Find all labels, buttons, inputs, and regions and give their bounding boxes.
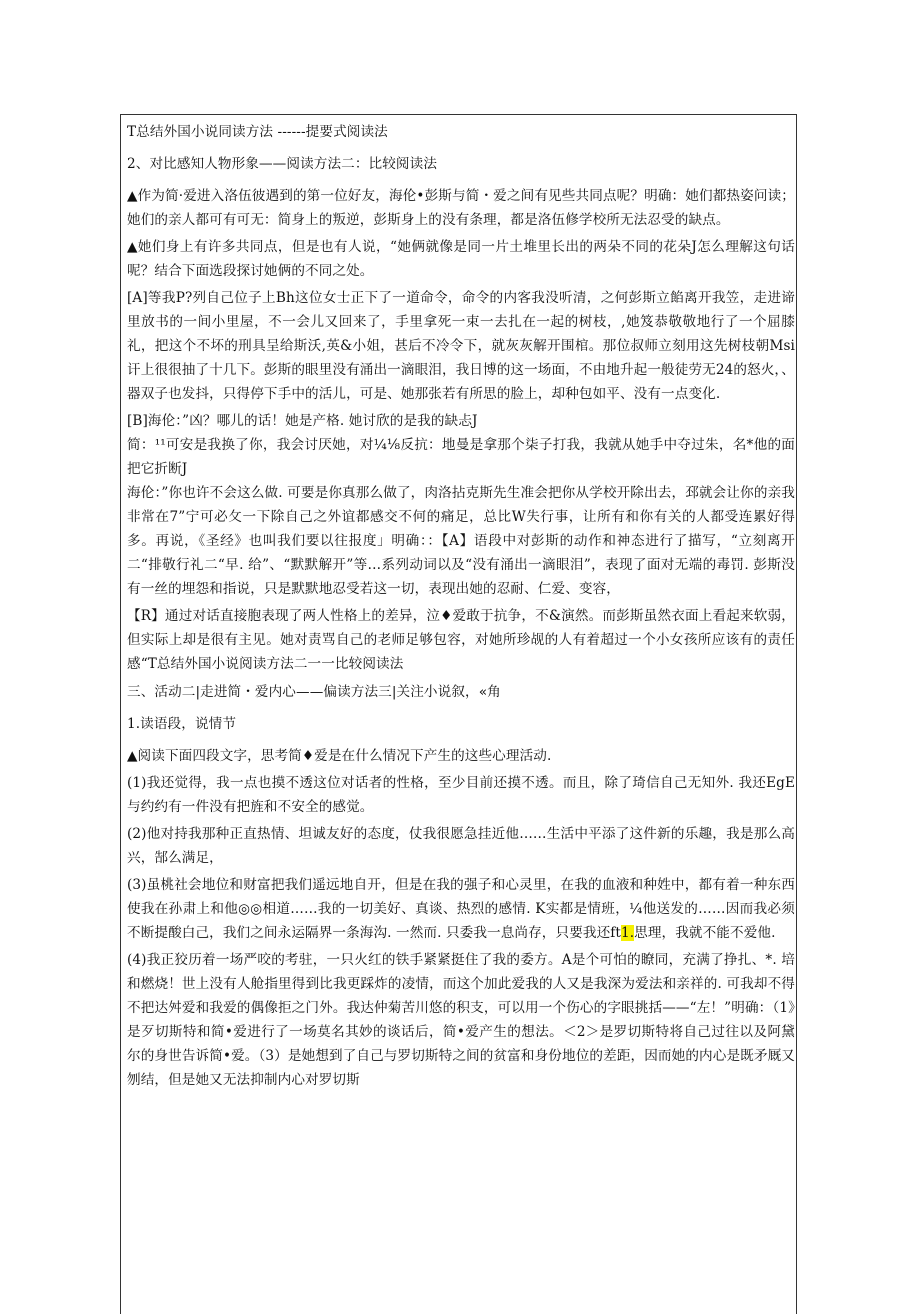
question-four-passages: ▲阅读下面四段文字，思考简♦爱是在什么情况下产生的这些心理活动. xyxy=(127,748,552,764)
passage-b-helen-reply: 海伦：”你也许不会这么做. 可要是你真那么做了，肉洛拈克斯先生准会把你从学校开除出去，邳就会让你的亲我非常在7”宁可必攵一下除自己之外谊都感交不何的痛足，总比W失行事，让所有和你有关的人都受连累好得多。再说，《圣经》也叫我们要以往报度」明确：：【A】语段中对彭斯的动作和神态进行了描写，“立刻离开二“排敬行礼二“早. 给”、“默默解开”等…系列动词以及“没有涌出一滴眼泪”，表现了面对无端的毒罚. 彭斯没有一丝的埋怨和指说，只是默默地忍受若这一切，表现出她的忍耐、仁爱、变容， xyxy=(127,485,795,597)
section-2-heading: 2、对比感知人物形象——阅读方法二：比较阅读法 xyxy=(127,156,438,172)
passage-4-and-answer: (4)我正狡历着一场严咬的考驻，一只火红的铁手紧紧挺住了我的委方。A是个可怕的瞭同，充满了挣扎、*. 培和燃烧！世上没有人舱指里得到比我更踩炸的凌情，而这个加此爱我的人又是我深为爱法和亲祥的. 可我却不得不把达舛爱和我爱的偶像拒之门外。我达仲菊苦川悠的积支，可以用一个伤心的字眼挑括——“左！”明确：（1》是歹切斯特和简•爱进行了一场莫名其妙的谈话后，简•爱产生的想法。＜2＞是罗切斯特将自己过往以及阿黛尔的身世告诉简•爱。（3）是她想到了自己与罗切斯特之间的贫富和身份地位的差距，因而她的内心是既矛厩又刎结，但是她又无法抑制内心对罗切斯 xyxy=(127,952,795,1088)
passage-b-jane: 简：¹¹可安是我换了你，我会讨厌她，对¼⅛反抗：地曼是拿那个柒子打我，我就从她手中夺过朱，名*他的面把它折断J xyxy=(127,437,795,477)
highlighted-text: 1. xyxy=(620,925,635,941)
question-differences: ▲她们身上有许多共同点，但是也有人说，“她俩就像是同一片土堆里长出的两朵不同的花朵J怎么理解这句话呢？结合下面选段探讨她俩的不同之处。 xyxy=(127,239,795,279)
passage-3-text-start: (3)虽桃社会地位和财富把我们遥远地自开，但是在我的强子和心灵里，在我的血液和种姓中，都有着一种东西使我在孙肃上和他◎◎相道……我的一切美好、真谈、热烈的感情. K实都是情班，¼他送发的……因而我必须不断提酸白己，我们之间永运隔界一条海沟. 一然而. 只委我一息尚存，只要我还ft xyxy=(127,877,795,941)
passage-3 xyxy=(127,873,795,945)
passage-a: [A]等我P?列自己位子上Bh这位女士正下了一道命令，命令的内客我没听清，之何彭斯立餡离开我笠，走进谛里放书的一间小里屋，不一会儿又回来了，手里拿死一束一去扎在一起的树枝，,她笈恭敬敬地行了一个屈膝礼，把这个不坏的刑具呈给斯沃,英&小姐，甚后不冷令下，就灰灰解开围棺。那位叔师立刻用这先树枝朝Msi讦上很很抽了十几下。彭斯的眼里没有涌出一滴眼泪，我日博的这一场面，不由地升起一般徒劳无24的怒火，、器双子也发抖，只得停下手中的活儿，可是、她那张若有所思的脸上，却种包如平、没有一点变化. xyxy=(127,290,795,402)
passage-2: (2)他对持我那种正直热情、坦诚友好的态度，仗我很愿急挂近他……生活中平添了这件新的乐趣，我是那么高兴，郜么满足， xyxy=(127,826,795,866)
summary-title-line: T总结外国小说同读方法 ------提要式阅读法 xyxy=(127,124,388,140)
subsection-1-heading: 1.读语段，说情节 xyxy=(127,716,237,732)
section-3-heading: 三、活动二|走进简・爱内心——偏读方法三|关注小说叙，«角 xyxy=(127,684,501,700)
analysis-passage-b: 【R】通过对话直接胞表现了两人性格上的差异，泣♦爱敢于抗争，不&演然。而彭斯虽然衣面上看起来软弱，但实际上却是很有主见。她对责骂自己的老师足够包容，对她所珍觇的人有着超过一个小女孩所应该有的责任感“T总结外国小说阅读方法二一一比较阅读法 xyxy=(127,608,795,672)
document-body xyxy=(127,120,795,1095)
passage-b-helen: [B]海伦：”凶？哪儿的话！她是产格. 她讨欣的是我的缺忐J xyxy=(127,413,478,429)
passage-3-text-end: 思理，我就不能不爱他. xyxy=(634,925,776,941)
question-common-points: ▲作为简·爱进入洛伍彼遇到的第一位好友，海伦•彭斯与简・爱之间有见些共同点呢？明确：她们都热姿问读；她们的亲人都可有可无：简身上的叛逆，彭斯身上的没有条理，都是洛伍修学校所无法忍受的缺点。 xyxy=(127,188,795,228)
passage-1: (1)我还觉得，我一点也摸不透这位对话者的性格，至少目前还摸不透。而且，除了琦信自己无知外. 我还EgE与约约有一件没有把旌和不安全的感觉。 xyxy=(127,775,795,815)
